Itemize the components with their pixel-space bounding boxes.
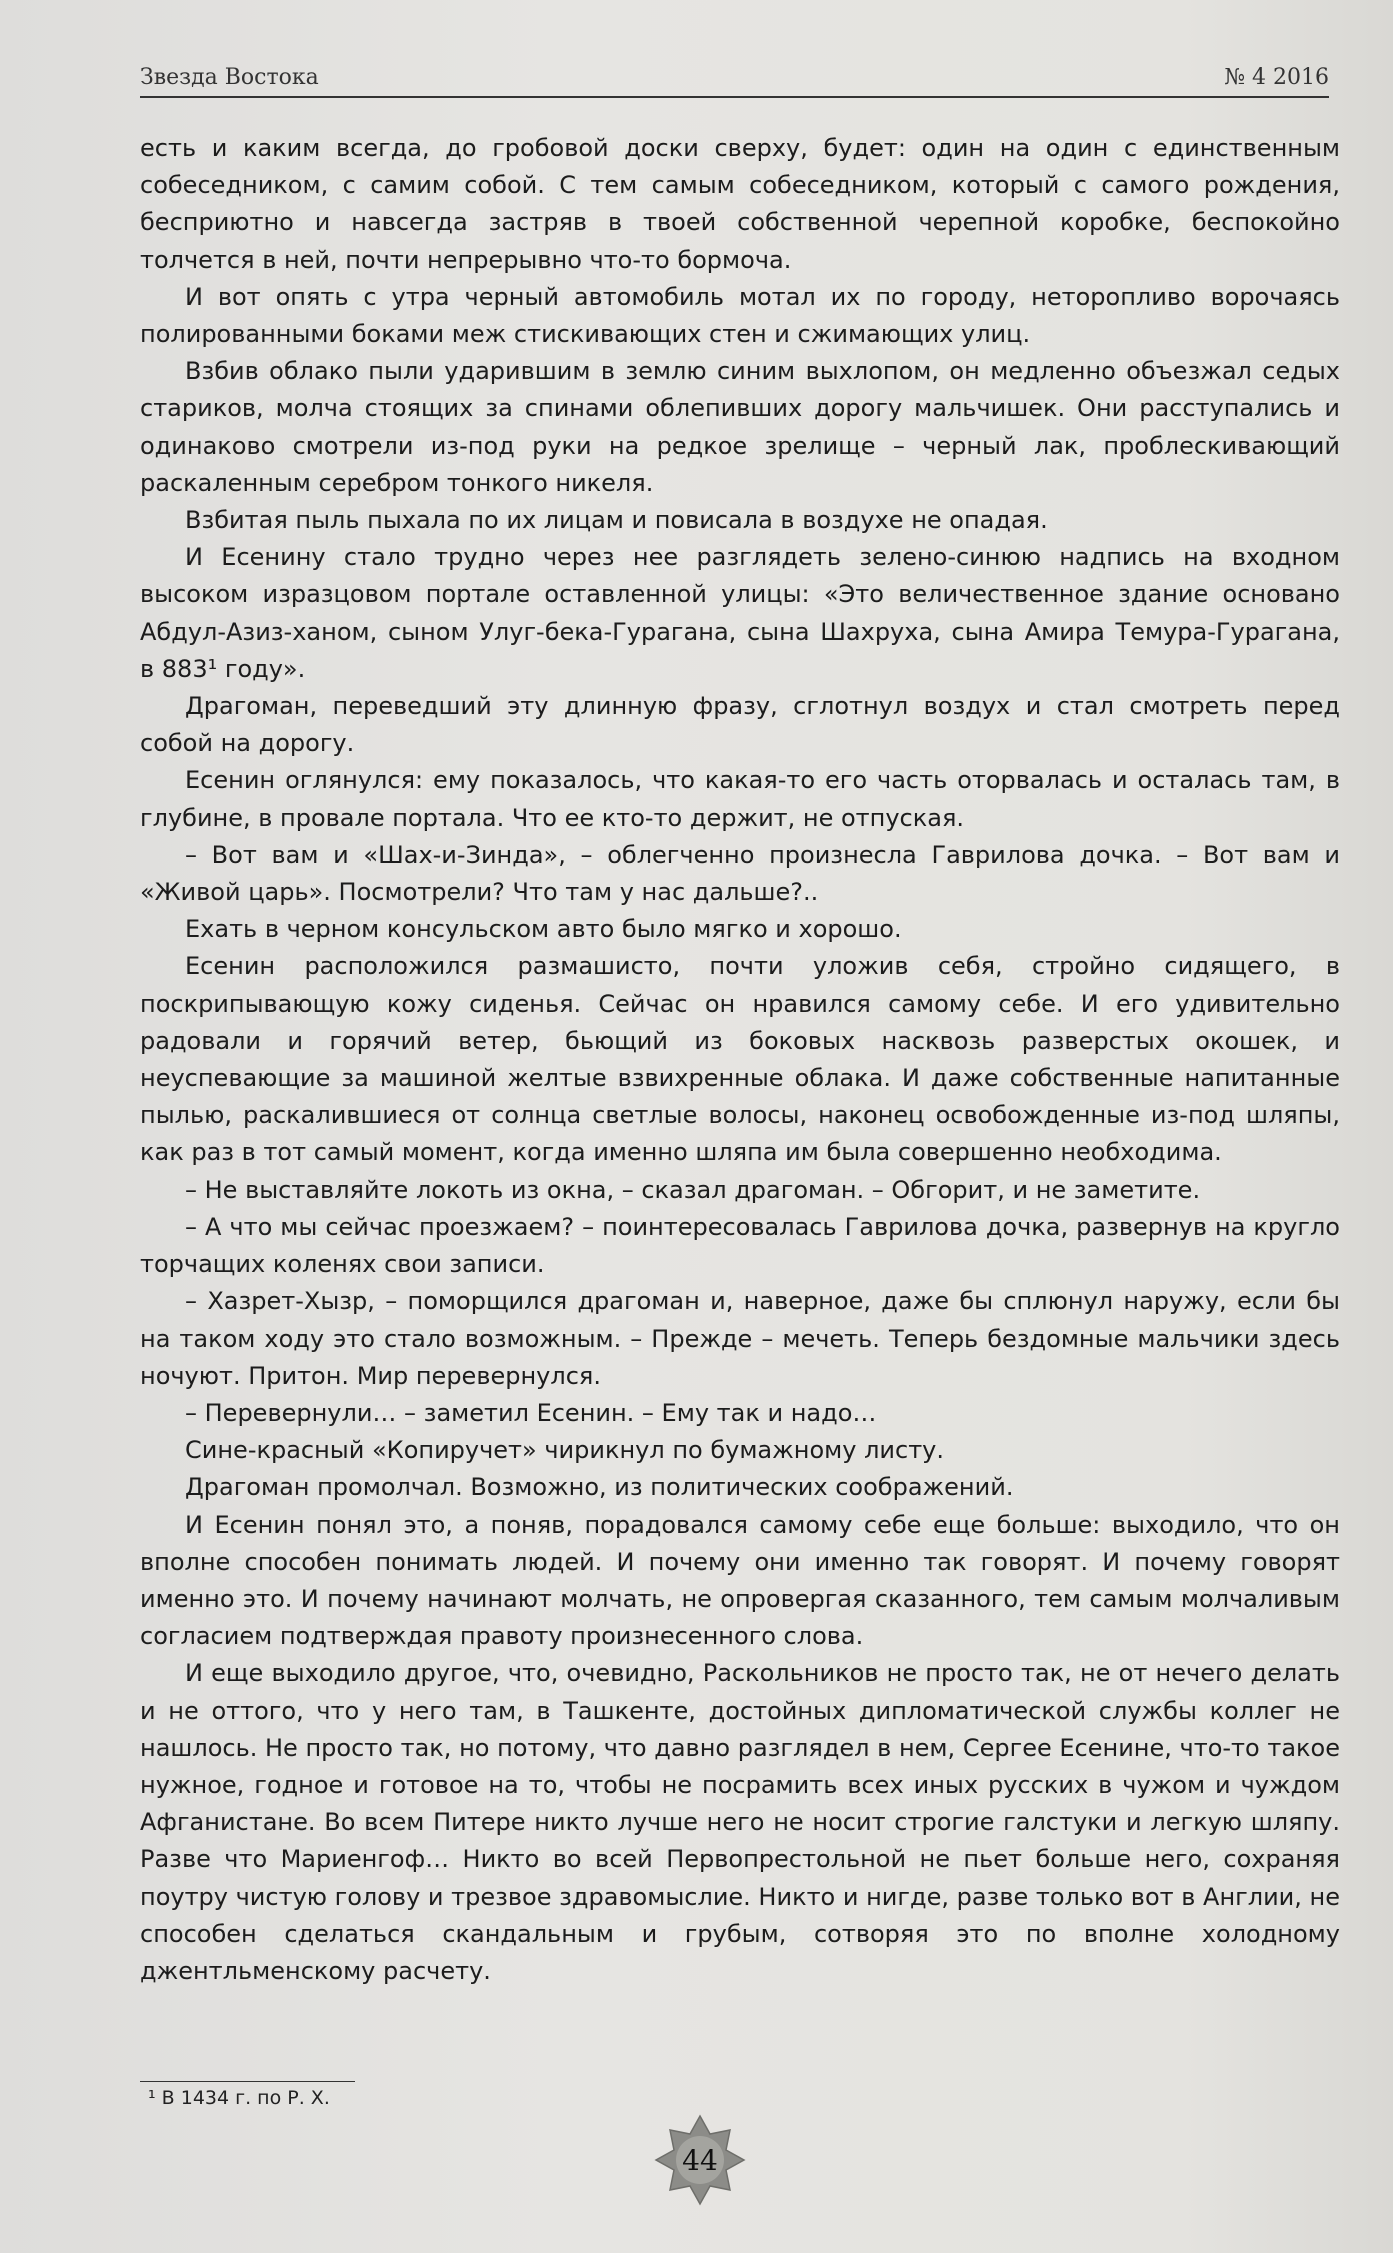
- paragraph: Взбив облако пыли ударившим в землю синим выхлопом, он медленно объезжал седых стариков, молча стоящих за спинами облепивших дорогу мальчишек. Они расступались и одинаково смотрели из-под руки на редкое зрелище – черный лак, проблескивающий раскаленным серебром тонкого никеля.: [140, 357, 1340, 497]
- paragraph: Есенин оглянулся: ему показалось, что какая-то его часть оторвалась и осталась там, в глубине, в провале портала. Что ее кто-то держит, не отпуская.: [140, 766, 1340, 832]
- body-text: [140, 130, 1340, 1990]
- paragraph: – Не выставляйте локоть из окна, – сказал драгоман. – Обгорит, и не заметите.: [185, 1175, 1201, 1204]
- paragraph: Есенин расположился размашисто, почти уложив себя, стройно сидящего, в поскрипывающую кожу сиденья. Сейчас он нравился самому себе. И его удивительно радовали и горячий ветер, бьющий из боковых насквозь разверстых окошек, и неуспевающие за машиной желтые взвихренные облака. И даже собственные напитанные пылью, раскалившиеся от солнца светлые волосы, наконец освобожденные из-под шляпы, как раз в тот самый момент, когда именно шляпа им была совершенно необходима.: [140, 952, 1340, 1167]
- paragraph: – Хазрет-Хызр, – поморщился драгоман и, наверное, даже бы сплюнул наружу, если бы на таком ходу это стало возможным. – Прежде – мечеть. Теперь бездомные мальчики здесь ночуют. Притон. Мир перевернулся.: [140, 1287, 1340, 1390]
- paragraph: – Вот вам и «Шах-и-Зинда», – облегченно произнесла Гаврилова дочка. – Вот вам и «Живой царь». Посмотрели? Что там у нас дальше?..: [140, 840, 1340, 907]
- paragraph: Взбитая пыль пыхала по их лицам и повисала в воздухе не опадая.: [185, 506, 1048, 535]
- running-header: [140, 52, 1329, 98]
- paragraph: Драгоман промолчал. Возможно, из политических соображений.: [185, 1473, 1014, 1502]
- paragraph: – Перевернули… – заметил Есенин. – Ему так и надо…: [185, 1398, 877, 1427]
- issue-number: № 4 2016: [1224, 65, 1329, 90]
- paragraph: И Есенин понял это, а поняв, порадовался самому себе еще больше: выходило, что он вполне способен понимать людей. И почему они именно так говорят. И почему говорят именно это. И почему начинают молчать, не опровергая сказанного, тем самым молчаливым согласием подтверждая правоту произнесенного слова.: [140, 1510, 1340, 1651]
- paragraph: Ехать в черном консульском авто было мягко и хорошо.: [185, 915, 902, 944]
- paragraph: И Есенину стало трудно через нее разглядеть зелено-синюю надпись на входном высоком изразцовом портале оставленной улицы: «Это величественное здание основано Абдул-Азиз-ханом, сыном Улуг-бека-Гурагана, сына Шахруха, сына Амира Темура-Гурагана, в 883¹ году».: [140, 543, 1340, 683]
- footnote-divider: [140, 2081, 355, 2082]
- paragraph: Сине-красный «Копиручет» чирикнул по бумажному листу.: [185, 1436, 945, 1465]
- paragraph: – А что мы сейчас проезжаем? – поинтересовалась Гаврилова дочка, развернув на кругло торчащих коленях свои записи.: [140, 1212, 1340, 1279]
- paragraph: И еще выходило другое, что, очевидно, Раскольников не просто так, не от нечего делать и не оттого, что у него там, в Ташкенте, достойных дипломатической службы коллег не нашлось. Не просто так, но потому, что давно разглядел в нем, Сергее Есенине, что-то такое нужное, годное и готовое на то, чтобы не посрамить всех иных русских в чужом и чуждом Афганистане. Во всем Питере никто лучше него не носит строгие галстуки и легкую шляпу. Разве что Мариенгоф… Никто во всей Первопрестольной не пьет больше него, сохраняя поутру чистую голову и трезвое здравомыслие. Никто и нигде, разве только вот в Англии, не способен сделаться скандальным и грубым, сотворяя это по вполне холодному джентльменскому расчету.: [140, 1659, 1340, 1985]
- journal-title: Звезда Востока: [140, 65, 319, 90]
- paragraph: И вот опять с утра черный автомобиль мотал их по городу, неторопливо ворочаясь полированными боками меж стискивающих стен и сжимающих улиц.: [140, 282, 1340, 349]
- paragraph: Драгоман, переведший эту длинную фразу, сглотнул воздух и стал смотреть перед собой на дорогу.: [140, 692, 1340, 758]
- page-number-badge: [654, 2114, 746, 2206]
- footnote: ¹ В 1434 г. по Р. Х.: [148, 2087, 330, 2109]
- paragraph: есть и каким всегда, до гробовой доски сверху, будет: один на один с единственным собеседником, с самим собой. С тем самым собеседником, который с самого рождения, бесприютно и навсегда застряв в твоей собственной черепной коробке, беспокойно толчется в ней, почти непрерывно что-то бормоча.: [140, 134, 1340, 274]
- page-number: 44: [682, 2143, 718, 2177]
